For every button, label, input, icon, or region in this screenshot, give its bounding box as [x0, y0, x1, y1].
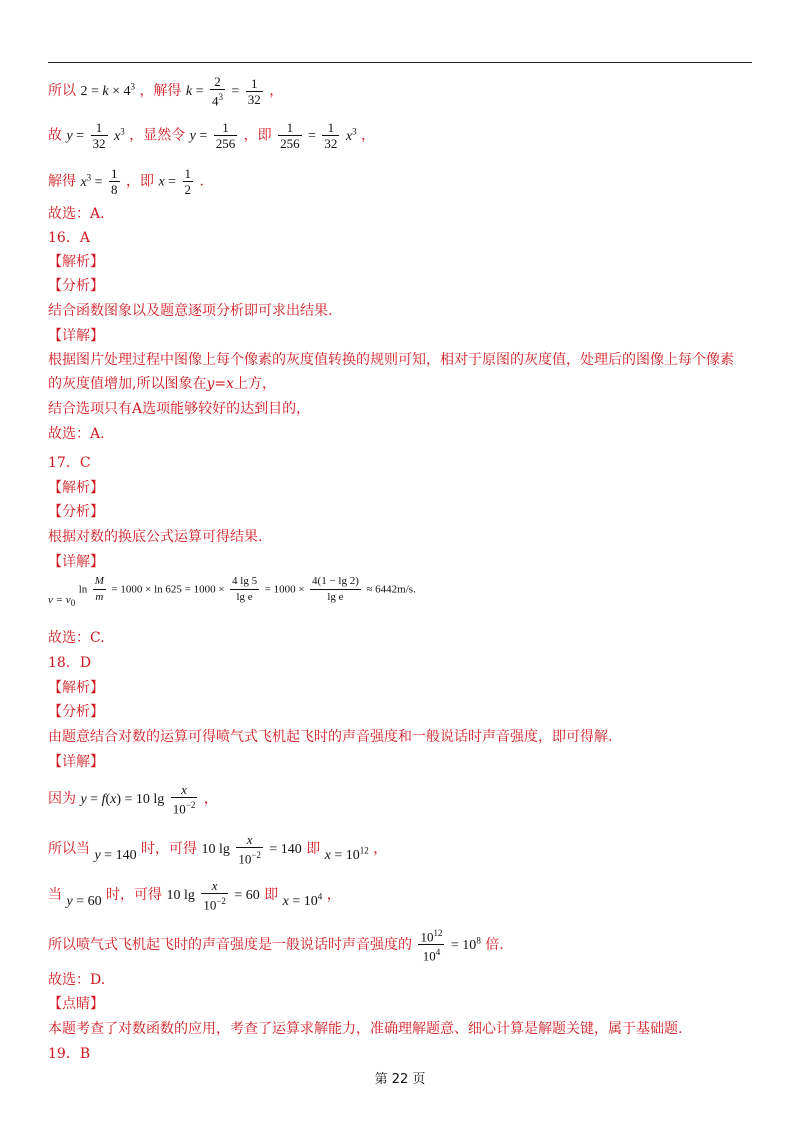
page-number: 第 22 页: [374, 1072, 426, 1087]
equation-2-k-4cubed: $2 = k \times 4^3$: [80, 81, 135, 100]
dianjing-18-text: 本题考查了对数函数的应用，考查了运算求解能力，准确理解题意、细心计算是解题关键，属于基础题.: [48, 1021, 683, 1037]
section-dianjing-18: 【点睛】: [48, 996, 104, 1012]
xiangjie-16-line-1: 根据图片处理过程中图像上每个像素的灰度值转换的规则可知，相对于原图的灰度值，处理后的图像上每个像素: [48, 352, 734, 368]
text-so: 所以: [48, 83, 76, 100]
question-18-heading: 18．D: [48, 655, 92, 671]
fraction-2-over-4cubed: $\frac{2}{4^3}$: [211, 74, 223, 109]
solution-line-2: 故 y = $\frac{1}{32}$ $x^3$ ，显然令 y = $\frac{1}{256}$ ，即 $\frac{1}{256}$ = $\frac{1}{32}$ $x^3$ ，: [48, 120, 376, 151]
choose-17: 故选：C.: [48, 630, 105, 646]
question-17-heading: 17．C: [48, 455, 91, 471]
xiangjie-18-line-4: 所以喷气式飞机起飞时的声音强度是一般说话时声音强度的 $\frac{10^{12}}{10^4}$ = $10^8$ 倍.: [48, 928, 504, 964]
xiangjie-16-line-3: 结合选项只有A选项能够较好的达到目的，: [48, 401, 311, 417]
equation-k-value: k =: [185, 84, 204, 100]
section-fenxi-16: 【分析】: [48, 278, 104, 294]
xiangjie-18-line-3: 当 y = 60 时，可得 10 lg $\frac{x}{10^{-2}}$ = 60 即 $x = 10^4$ ，: [48, 878, 341, 913]
question-16-heading: 16．A: [48, 230, 90, 246]
choose-16: 故选：A.: [48, 426, 105, 442]
section-xiangjie-17: 【详解】: [48, 554, 104, 570]
question-19-heading: 19．B: [48, 1046, 91, 1062]
equation-y: y =: [66, 128, 85, 144]
section-xiangjie-18: 【详解】: [48, 754, 104, 770]
text-solve: ，解得: [139, 83, 182, 100]
solution-line-3: 解得 $x^3$ = $\frac{1}{8}$ ，即 x = $\frac{1}{2}$ .: [48, 166, 204, 197]
section-analysis-16: 【解析】: [48, 254, 104, 270]
xiangjie-18-line-1: 因为 y = f(x) = 10 lg $\frac{x}{10^{-2}}$ ，: [48, 782, 218, 817]
solution-line-1: 所以 $2 = k \times 4^3$ ，解得 k = $\frac{2}{4^3}$ = $\frac{1}{32}$ ，: [48, 74, 284, 109]
section-analysis-18: 【解析】: [48, 680, 104, 696]
equation-17: $v = v_0$ ln $\frac{M}{m}$ = 1000 × ln 625 = 1000 × $\frac{4 \lg 5}{\text{lg e}}$ = 1000 × $\frac{4(1 - \lg 2)}{\text{lg e}}$ ≈ 6442m/s.: [48, 575, 416, 608]
section-xiangjie-16: 【详解】: [48, 328, 104, 344]
choose-18: 故选：D.: [48, 972, 106, 988]
fenxi-18-text: 由题意结合对数的运算可得喷气式飞机起飞时的声音强度和一般说话时声音强度，即可得解.: [48, 729, 613, 745]
fraction-1-over-32: $\frac{1}{32}$: [247, 75, 261, 107]
fenxi-16-text: 结合函数图象以及题意逐项分析即可求出结果.: [48, 303, 333, 319]
fenxi-17-text: 根据对数的换底公式运算可得结果.: [48, 529, 263, 545]
choose-15: 故选：A.: [48, 206, 105, 222]
section-analysis-17: 【解析】: [48, 480, 104, 496]
xiangjie-18-line-2: 所以当 y = 140 时，可得 10 lg $\frac{x}{10^{-2}}$ = 140 即 $x = 10^{12}$ ，: [48, 832, 388, 867]
section-fenxi-17: 【分析】: [48, 504, 104, 520]
section-fenxi-18: 【分析】: [48, 704, 104, 720]
header-rule: [48, 62, 752, 63]
xiangjie-16-line-2: 的灰度值增加,所以图象在y=x上方，: [48, 376, 276, 392]
